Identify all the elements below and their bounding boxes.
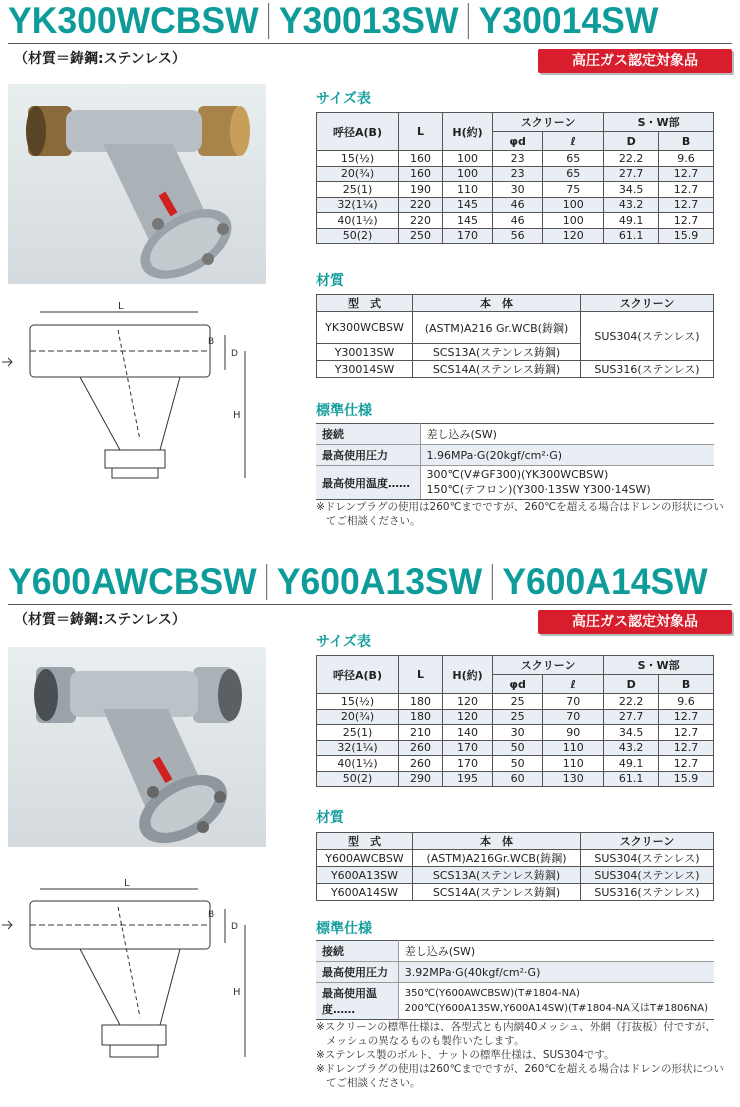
table-row: [317, 771, 714, 787]
table-cell: SUS316(ステンレス): [581, 361, 714, 378]
table-cell: 100: [543, 197, 604, 213]
table-cell: 9.6: [659, 694, 714, 710]
table-cell: 50: [493, 740, 543, 756]
table-cell: Y600A14SW: [317, 884, 413, 901]
table-cell: 170: [443, 756, 493, 772]
table-cell: 12.7: [659, 197, 714, 213]
footnote: ※スクリーンの標準仕様は、各型式とも内網40メッシュ、外網（打抜板）付ですが、メッシュの異なるものも製作いたします。: [316, 1021, 716, 1047]
table-cell: 260: [399, 740, 443, 756]
table-cell: 145: [443, 213, 493, 229]
dim-label-D: D: [231, 922, 238, 932]
spec-table: [316, 423, 714, 500]
table-cell: SUS304(ステンレス): [581, 850, 714, 867]
col-header: スクリーン: [581, 295, 714, 312]
col-header: 本 体: [413, 833, 581, 850]
table-cell: 12.7: [659, 740, 714, 756]
table-cell: 30: [493, 725, 543, 741]
col-header: B: [659, 132, 714, 151]
table-cell: 12.7: [659, 166, 714, 182]
col-header: S・W部: [604, 113, 714, 132]
material-table: [316, 832, 714, 901]
product-title: [8, 0, 658, 42]
table-cell: 30: [493, 182, 543, 198]
table-cell: 34.5: [604, 725, 659, 741]
col-header: L: [399, 656, 443, 694]
table-row: [317, 884, 714, 901]
footnotes: [316, 1020, 726, 1090]
col-header: スクリーン: [581, 833, 714, 850]
table-cell: 120: [543, 228, 604, 244]
product-title: [8, 561, 708, 603]
table-cell: 49.1: [604, 756, 659, 772]
table-cell: 75: [543, 182, 604, 198]
material-table: [316, 294, 714, 378]
table-cell: 25: [493, 709, 543, 725]
table-cell: 220: [399, 213, 443, 229]
table-cell: 15.9: [659, 228, 714, 244]
table-cell: 110: [543, 740, 604, 756]
table-cell: SUS304(ステンレス): [581, 867, 714, 884]
table-cell: 22.2: [604, 694, 659, 710]
table-cell: 最高使用圧力: [316, 445, 420, 466]
col-header: H(約): [443, 656, 493, 694]
material-table-heading: 材質: [316, 810, 344, 826]
table-row: [317, 694, 714, 710]
temp-line: 200℃(Y600A13SW,Y600A14SW)(T#1804-NA又はT#1806NA): [404, 1003, 708, 1014]
table-cell: 差し込み(SW): [398, 941, 714, 962]
table-cell: 120: [443, 694, 493, 710]
table-row: [317, 756, 714, 772]
table-cell: [398, 983, 714, 1020]
table-cell: 130: [543, 771, 604, 787]
material-table-heading: 材質: [316, 273, 344, 289]
col-header: S・W部: [604, 656, 714, 675]
spec-row: [316, 983, 714, 1020]
product-section-2: [0, 561, 740, 1107]
model-name: Y30013SW: [278, 0, 459, 41]
model-name: Y600AWCBSW: [8, 561, 257, 602]
model-name: Y600A13SW: [276, 561, 483, 602]
dim-label-B: B: [208, 337, 215, 347]
table-cell: SCS14A(ステンレス鋳鋼): [413, 884, 581, 901]
table-cell: 9.6: [659, 151, 714, 167]
table-cell: 12.7: [659, 182, 714, 198]
table-cell: 49.1: [604, 213, 659, 229]
table-cell: 32(1¼): [317, 740, 399, 756]
table-cell: 120: [443, 709, 493, 725]
col-header: L: [399, 113, 443, 151]
spec-table-heading: 標準仕様: [316, 921, 372, 937]
spec-row: [316, 466, 714, 500]
table-cell: 70: [543, 694, 604, 710]
table-cell: 20(¾): [317, 709, 399, 725]
dim-label-L: L: [124, 878, 130, 889]
dim-label-D: D: [231, 349, 238, 359]
col-header: B: [659, 675, 714, 694]
table-cell: 110: [543, 756, 604, 772]
table-cell: 12.7: [659, 725, 714, 741]
table-cell: 70: [543, 709, 604, 725]
table-row: [317, 850, 714, 867]
table-cell: Y30014SW: [317, 361, 413, 378]
table-row: [317, 213, 714, 229]
table-row: [317, 867, 714, 884]
table-cell: SUS316(ステンレス): [581, 884, 714, 901]
col-header: φd: [493, 675, 543, 694]
table-cell: 23: [493, 166, 543, 182]
table-row: [317, 709, 714, 725]
table-cell: 180: [399, 694, 443, 710]
table-row: [317, 151, 714, 167]
model-name: Y600A14SW: [502, 561, 708, 602]
col-header: D: [604, 675, 659, 694]
table-cell: (ASTM)A216 Gr.WCB(鋳鋼): [413, 312, 581, 344]
col-header: ℓ: [543, 132, 604, 151]
table-cell: 25: [493, 694, 543, 710]
spec-table: [316, 940, 714, 1020]
col-header: 本 体: [413, 295, 581, 312]
table-cell: 220: [399, 197, 443, 213]
flow-arrow-icon: [2, 358, 12, 366]
table-cell: 50(2): [317, 771, 399, 787]
table-cell: 3.92MPa·G(40kgf/cm²·G): [398, 962, 714, 983]
table-cell: 140: [443, 725, 493, 741]
table-cell: 12.7: [659, 756, 714, 772]
flow-arrow-icon: [2, 921, 12, 929]
material-note: （材質＝鋳鋼:ステンレス）: [14, 51, 186, 67]
dimension-drawing: [0, 877, 290, 1077]
product-section-1: [0, 0, 740, 545]
table-row: [317, 182, 714, 198]
table-cell: 210: [399, 725, 443, 741]
footnote: ※ステンレス製のボルト、ナットの標準仕様は、SUS304です。: [316, 1049, 615, 1061]
table-cell: 20(¾): [317, 166, 399, 182]
footnote: ※ドレンプラグの使用は260℃までですが、260℃を超える場合はドレンの形状についてご相談ください。: [316, 501, 724, 527]
table-cell: 110: [443, 182, 493, 198]
col-header: 呼径A(B): [317, 113, 399, 151]
model-name: Y30014SW: [478, 0, 659, 41]
table-cell: 差し込み(SW): [420, 424, 714, 445]
dim-label-H: H: [233, 987, 241, 998]
table-cell: 46: [493, 197, 543, 213]
table-cell: 接続: [316, 941, 398, 962]
table-cell: 160: [399, 151, 443, 167]
table-cell: SCS13A(ステンレス鋳鋼): [413, 867, 581, 884]
table-cell: 50: [493, 756, 543, 772]
table-cell: 195: [443, 771, 493, 787]
table-cell: 90: [543, 725, 604, 741]
table-cell: 61.1: [604, 228, 659, 244]
table-cell: 145: [443, 197, 493, 213]
table-row: [317, 197, 714, 213]
table-cell: 27.7: [604, 709, 659, 725]
table-cell: (ASTM)A216Gr.WCB(鋳鋼): [413, 850, 581, 867]
table-cell: 12.7: [659, 213, 714, 229]
table-cell: Y30013SW: [317, 344, 413, 361]
size-table: [316, 655, 714, 787]
title-bar: [8, 0, 732, 44]
table-cell: SUS304(ステンレス): [581, 312, 714, 361]
table-cell: 170: [443, 740, 493, 756]
temp-line: 150℃(テフロン)(Y300·13SW Y300·14SW): [426, 483, 651, 496]
spec-row: [316, 445, 714, 466]
table-cell: 65: [543, 151, 604, 167]
table-cell: 23: [493, 151, 543, 167]
col-header: スクリーン: [493, 113, 604, 132]
table-cell: 15.9: [659, 771, 714, 787]
table-cell: 170: [443, 228, 493, 244]
table-cell: 最高使用圧力: [316, 962, 398, 983]
table-cell: 50(2): [317, 228, 399, 244]
title-bar: [8, 561, 732, 605]
table-cell: 43.2: [604, 197, 659, 213]
col-header: H(約): [443, 113, 493, 151]
table-cell: SCS14A(ステンレス鋳鋼): [413, 361, 581, 378]
table-cell: 15(½): [317, 151, 399, 167]
model-name: YK300WCBSW: [8, 0, 259, 41]
table-cell: 1.96MPa·G(20kgf/cm²·G): [420, 445, 714, 466]
table-cell: 60: [493, 771, 543, 787]
footnotes: [316, 500, 726, 528]
table-cell: 260: [399, 756, 443, 772]
table-cell: 46: [493, 213, 543, 229]
table-row: [317, 228, 714, 244]
spec-row: [316, 424, 714, 445]
table-cell: 65: [543, 166, 604, 182]
table-cell: YK300WCBSW: [317, 312, 413, 344]
spec-row: [316, 962, 714, 983]
col-header: 型 式: [317, 295, 413, 312]
table-row: [317, 725, 714, 741]
table-cell: 最高使用温度……: [316, 466, 420, 500]
temp-line: 300℃(V#GF300)(YK300WCBSW): [426, 468, 609, 481]
dim-label-B: B: [208, 910, 215, 920]
table-row: [317, 312, 714, 344]
spec-table-heading: 標準仕様: [316, 403, 372, 419]
col-header: φd: [493, 132, 543, 151]
table-cell: 25(1): [317, 182, 399, 198]
table-cell: [420, 466, 714, 500]
table-cell: 12.7: [659, 709, 714, 725]
table-cell: 27.7: [604, 166, 659, 182]
material-note: （材質＝鋳鋼:ステンレス）: [14, 612, 186, 628]
table-cell: 100: [443, 151, 493, 167]
table-row: [317, 166, 714, 182]
col-header: ℓ: [543, 675, 604, 694]
table-cell: Y600AWCBSW: [317, 850, 413, 867]
table-cell: 25(1): [317, 725, 399, 741]
table-cell: 100: [443, 166, 493, 182]
table-cell: 100: [543, 213, 604, 229]
certification-badge: 高圧ガス認定対象品: [538, 49, 732, 73]
footnote: ※ドレンプラグの使用は260℃までですが、260℃を超える場合はドレンの形状についてご相談ください。: [316, 1063, 724, 1089]
table-cell: 160: [399, 166, 443, 182]
table-cell: 32(1¼): [317, 197, 399, 213]
dim-label-L: L: [118, 301, 124, 312]
table-cell: 180: [399, 709, 443, 725]
product-photo: [8, 84, 266, 284]
col-header: 呼径A(B): [317, 656, 399, 694]
table-cell: 40(1½): [317, 756, 399, 772]
table-cell: 56: [493, 228, 543, 244]
product-photo: [8, 647, 266, 847]
col-header: スクリーン: [493, 656, 604, 675]
table-cell: 40(1½): [317, 213, 399, 229]
table-cell: 22.2: [604, 151, 659, 167]
col-header: D: [604, 132, 659, 151]
table-cell: 15(½): [317, 694, 399, 710]
table-cell: 接続: [316, 424, 420, 445]
table-cell: Y600A13SW: [317, 867, 413, 884]
dim-label-H: H: [233, 410, 241, 421]
temp-line: 350℃(Y600AWCBSW)(T#1804-NA): [404, 988, 580, 999]
table-cell: 34.5: [604, 182, 659, 198]
table-cell: 290: [399, 771, 443, 787]
table-row: [317, 361, 714, 378]
size-table: [316, 112, 714, 244]
table-cell: SCS13A(ステンレス鋳鋼): [413, 344, 581, 361]
table-cell: 最高使用温度……: [316, 983, 398, 1020]
size-table-heading: サイズ表: [316, 91, 371, 107]
size-table-heading: サイズ表: [316, 634, 371, 650]
col-header: 型 式: [317, 833, 413, 850]
table-cell: 43.2: [604, 740, 659, 756]
table-cell: 190: [399, 182, 443, 198]
table-row: [317, 740, 714, 756]
spec-row: [316, 941, 714, 962]
table-cell: 250: [399, 228, 443, 244]
table-cell: 61.1: [604, 771, 659, 787]
certification-badge: 高圧ガス認定対象品: [538, 610, 732, 634]
dimension-drawing: [0, 290, 290, 490]
